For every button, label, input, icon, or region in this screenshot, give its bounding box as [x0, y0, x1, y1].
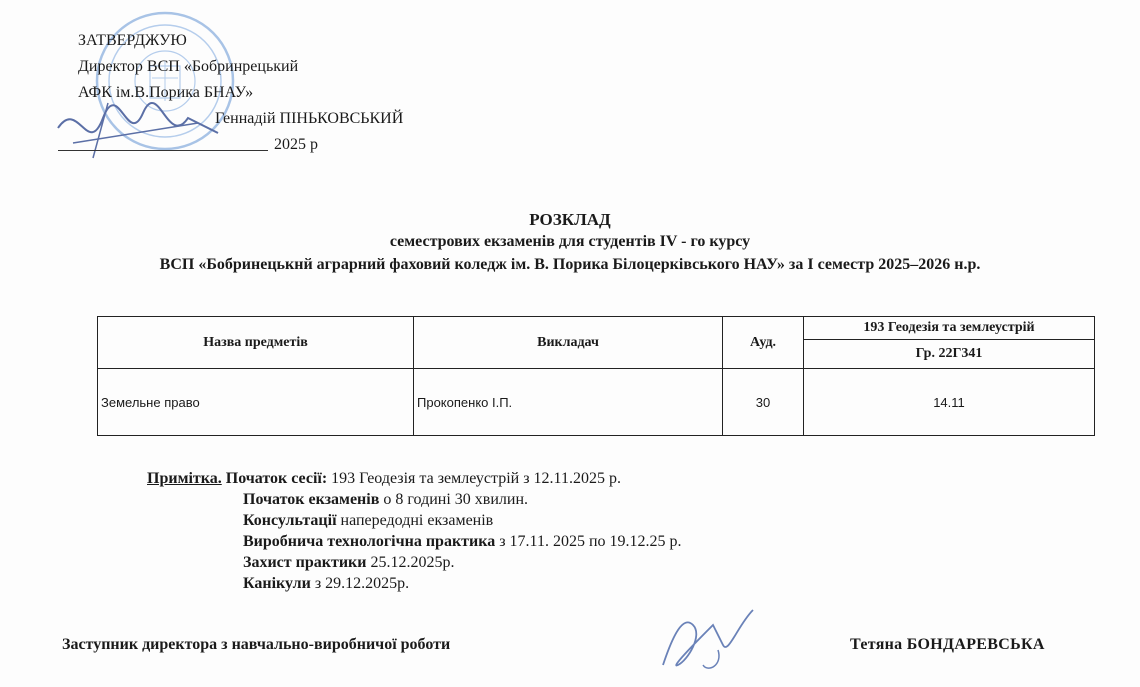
cell-date: 14.11 — [804, 369, 1095, 436]
deputy-position: Заступник директора з навчально-виробничої роботи — [62, 636, 451, 653]
session-text: 193 Геодезія та землеустрій з 12.11.2025 р. — [331, 470, 621, 487]
practice-label: Виробнича технологічна практика — [243, 533, 496, 550]
exam-schedule-table — [97, 316, 1095, 436]
note-session — [147, 468, 682, 489]
approval-position: Директор ВСП «Бобринрецький — [78, 58, 299, 75]
cell-teacher: Прокопенко І.П. — [414, 369, 723, 436]
approval-block — [78, 28, 403, 158]
consult-text: напередодні екзаменів — [340, 512, 494, 529]
approval-date — [58, 132, 403, 158]
institution-line: ВСП «Бобринецькнй аграрний фаховий коледж ім. В. Порика Білоцерківського НАУ» за І семестр 2025–2026 н.р. — [159, 256, 981, 273]
deputy-name: Тетяна БОНДАРЕВСЬКА — [850, 636, 1045, 653]
note-holidays — [147, 573, 682, 594]
note-defense — [147, 552, 682, 573]
cell-subject: Земельне право — [98, 369, 414, 436]
holidays-label: Канікули — [243, 575, 311, 592]
approval-name: Геннадій ПІНЬКОВСЬКИЙ — [215, 110, 404, 127]
consult-label: Консультації — [243, 512, 337, 529]
note-exams — [147, 489, 682, 510]
note-practice — [147, 531, 682, 552]
session-label: Початок сесії: — [225, 470, 328, 487]
note-label: Примітка. — [147, 470, 222, 487]
table-header-row — [98, 317, 1095, 340]
table-row — [98, 369, 1095, 436]
approval-heading: ЗАТВЕРДЖУЮ — [78, 32, 187, 49]
exams-text: о 8 годині 30 хвилин. — [383, 491, 528, 508]
note-consult — [147, 510, 682, 531]
practice-text: з 17.11. 2025 по 19.12.25 р. — [499, 533, 682, 550]
header-specialty: 193 Геодезія та землеустрій — [804, 317, 1095, 340]
defense-text: 25.12.2025р. — [370, 554, 455, 571]
approval-institution: АФК ім.В.Порика БНАУ» — [78, 84, 254, 101]
signature-line — [58, 132, 268, 151]
header-subject: Назва предметів — [98, 317, 414, 369]
header-room: Ауд. — [723, 317, 804, 369]
holidays-text: з 29.12.2025р. — [314, 575, 410, 592]
cell-room: 30 — [723, 369, 804, 436]
document-subtitle: семестрових екзаменів для студентів IV - го курсу — [389, 233, 751, 250]
exams-label: Початок екзаменів — [243, 491, 380, 508]
header-teacher: Викладач — [414, 317, 723, 369]
approval-year: 2025 р — [274, 136, 318, 153]
document-title: РОЗКЛАД — [529, 210, 611, 229]
defense-label: Захист практики — [243, 554, 367, 571]
notes-block — [147, 468, 682, 594]
deputy-signature — [648, 605, 768, 675]
header-group: Гр. 22Г341 — [804, 340, 1095, 369]
